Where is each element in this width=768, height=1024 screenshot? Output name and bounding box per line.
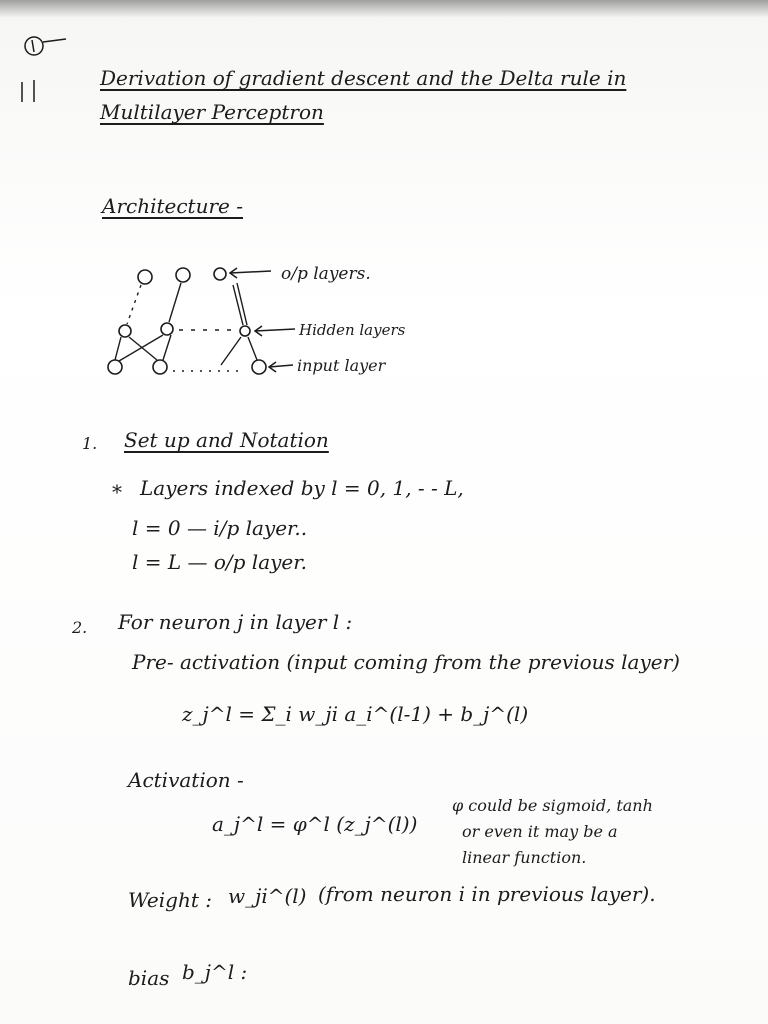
section-2-number: 2. xyxy=(72,618,88,637)
activation-note-line-1: φ could be sigmoid, tanh xyxy=(452,796,653,815)
output-layer-definition: l = L — o/p layer. xyxy=(132,550,307,574)
output-node xyxy=(138,270,152,284)
hidden-node xyxy=(119,325,131,337)
input-layer-definition: l = 0 — i/p layer.. xyxy=(132,516,308,540)
section-1-heading: Set up and Notation xyxy=(124,428,329,452)
output-node xyxy=(176,268,190,282)
activation-note-line-2: or even it may be a xyxy=(462,822,618,841)
page-number-marker xyxy=(18,30,78,110)
preactivation-label: Pre- activation (input coming from the previous layer) xyxy=(132,650,680,674)
output-node xyxy=(214,268,226,280)
hidden-node xyxy=(161,323,173,335)
input-node xyxy=(153,360,167,374)
bullet-marker: * xyxy=(112,480,122,504)
output-layer-label: o/p layers. xyxy=(281,264,371,284)
bias-symbol: b_j^l : xyxy=(182,960,248,984)
title-line-2: Multilayer Perceptron xyxy=(100,100,324,124)
hidden-node xyxy=(240,326,250,336)
preactivation-equation: z_j^l = Σ_i w_ji a_i^(l-1) + b_j^(l) xyxy=(182,702,529,726)
weight-label: Weight : xyxy=(128,888,212,912)
activation-equation: a_j^l = φ^l (z_j^(l)) xyxy=(212,812,418,836)
input-node xyxy=(252,360,266,374)
weight-symbol: w_ji^(l) xyxy=(228,884,307,908)
activation-label: Activation - xyxy=(128,768,244,792)
activation-note-line-3: linear function. xyxy=(462,848,587,867)
hidden-layer-label: Hidden layers xyxy=(299,321,406,339)
input-layer-label: input layer xyxy=(297,356,386,375)
architecture-heading: Architecture - xyxy=(102,194,243,218)
weight-note: (from neuron i in previous layer). xyxy=(318,882,656,906)
layers-indexed-line: Layers indexed by l = 0, 1, - - L, xyxy=(140,476,464,500)
bias-label: bias xyxy=(128,966,170,990)
input-node xyxy=(108,360,122,374)
network-diagram xyxy=(95,255,435,385)
title-line-1: Derivation of gradient descent and the Delta rule in xyxy=(100,66,627,90)
section-2-heading: For neuron j in layer l : xyxy=(118,610,353,634)
section-1-number: 1. xyxy=(82,434,98,453)
